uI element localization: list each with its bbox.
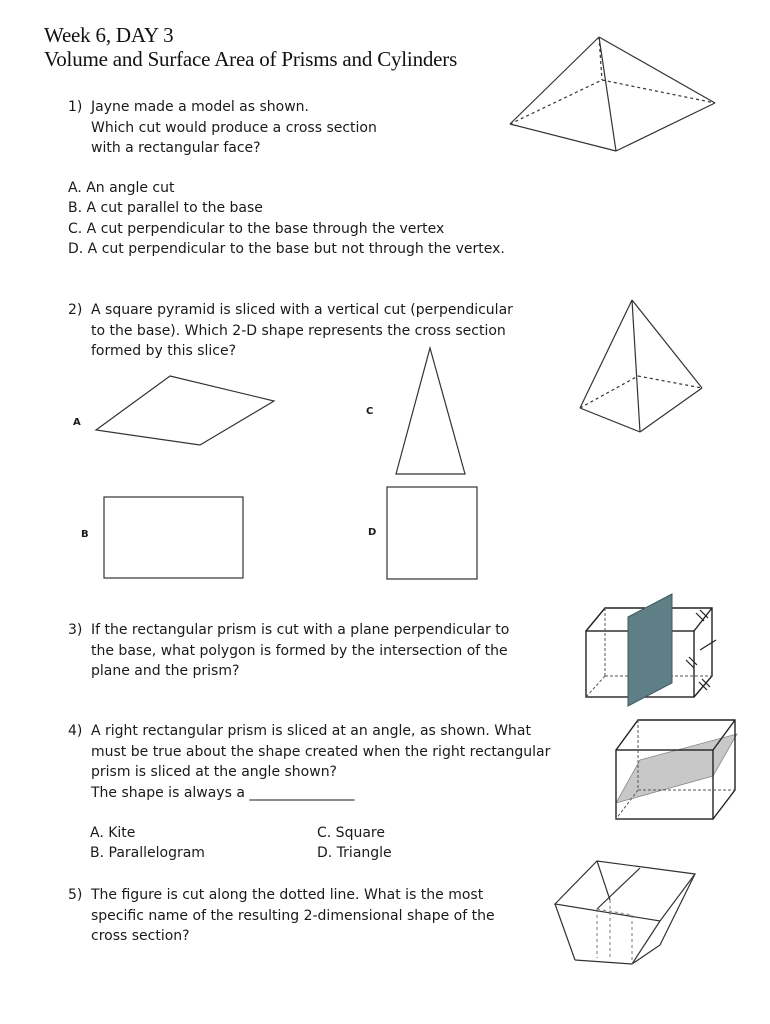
angled-slice	[616, 734, 737, 803]
question-text-line: formed by this slice?	[91, 343, 237, 359]
question-4-options-right	[317, 823, 392, 864]
question-4	[68, 721, 550, 803]
question-text-line: prism is sliced at the angle shown?	[91, 764, 337, 780]
answer-option-d[interactable]: D. Triangle	[317, 845, 392, 862]
question-number: 2)	[68, 302, 83, 318]
question-text-line: the base, what polygon is formed by the intersection of the	[91, 642, 508, 659]
question-1	[68, 97, 377, 159]
question-text-line: must be true about the shape created when the right rectangular	[91, 743, 551, 760]
question-text-line: A right rectangular prism is sliced at an angle, as shown. What	[91, 723, 532, 739]
question-text-line: A square pyramid is sliced with a vertical cut (perpendicular	[91, 302, 513, 318]
answer-option-a[interactable]: A. An angle cut	[68, 180, 175, 196]
answer-option-d[interactable]: D. A cut perpendicular to the base but not through the vertex.	[68, 240, 505, 257]
answer-option-c[interactable]: C. A cut perpendicular to the base through the vertex	[68, 220, 445, 237]
question-number: 1)	[68, 99, 83, 115]
answer-option-c[interactable]: C. Square	[317, 825, 385, 841]
question-text-line: If the rectangular prism is cut with a plane perpendicular to	[91, 622, 510, 638]
question-text-line: plane and the prism?	[91, 663, 240, 679]
page-title: Week 6, DAY 3	[44, 23, 174, 47]
answer-option-a[interactable]: A. Kite	[90, 825, 136, 841]
answer-blank-line[interactable]: The shape is always a _______________	[91, 784, 355, 801]
page-subtitle: Volume and Surface Area of Prisms and Cylinders	[44, 47, 458, 71]
question-number: 4)	[68, 723, 83, 739]
question-text-line: Jayne made a model as shown.	[91, 99, 309, 115]
shape-label-c: C	[366, 406, 374, 417]
question-text-line: specific name of the resulting 2-dimensional shape of the	[91, 907, 495, 924]
answer-option-b[interactable]: B. A cut parallel to the base	[68, 200, 263, 217]
shape-label-a: A	[73, 417, 81, 428]
question-2	[68, 300, 513, 362]
question-text-line: cross section?	[91, 928, 190, 944]
answer-option-b[interactable]: B. Parallelogram	[90, 845, 205, 862]
shape-label-b: B	[81, 529, 89, 540]
question-text-line: Which cut would produce a cross section	[91, 119, 377, 136]
question-text-line: The figure is cut along the dotted line. What is the most	[91, 887, 484, 903]
cutting-plane	[628, 594, 672, 706]
question-5	[68, 885, 495, 947]
question-number: 3)	[68, 622, 83, 638]
shape-label-d: D	[368, 527, 377, 538]
question-3	[68, 620, 509, 682]
question-text-line: to the base). Which 2-D shape represents the cross section	[91, 322, 506, 339]
question-1-options	[68, 178, 505, 259]
question-text-line: with a rectangular face?	[91, 140, 261, 156]
question-number: 5)	[68, 887, 83, 903]
question-4-options-left	[90, 823, 205, 864]
